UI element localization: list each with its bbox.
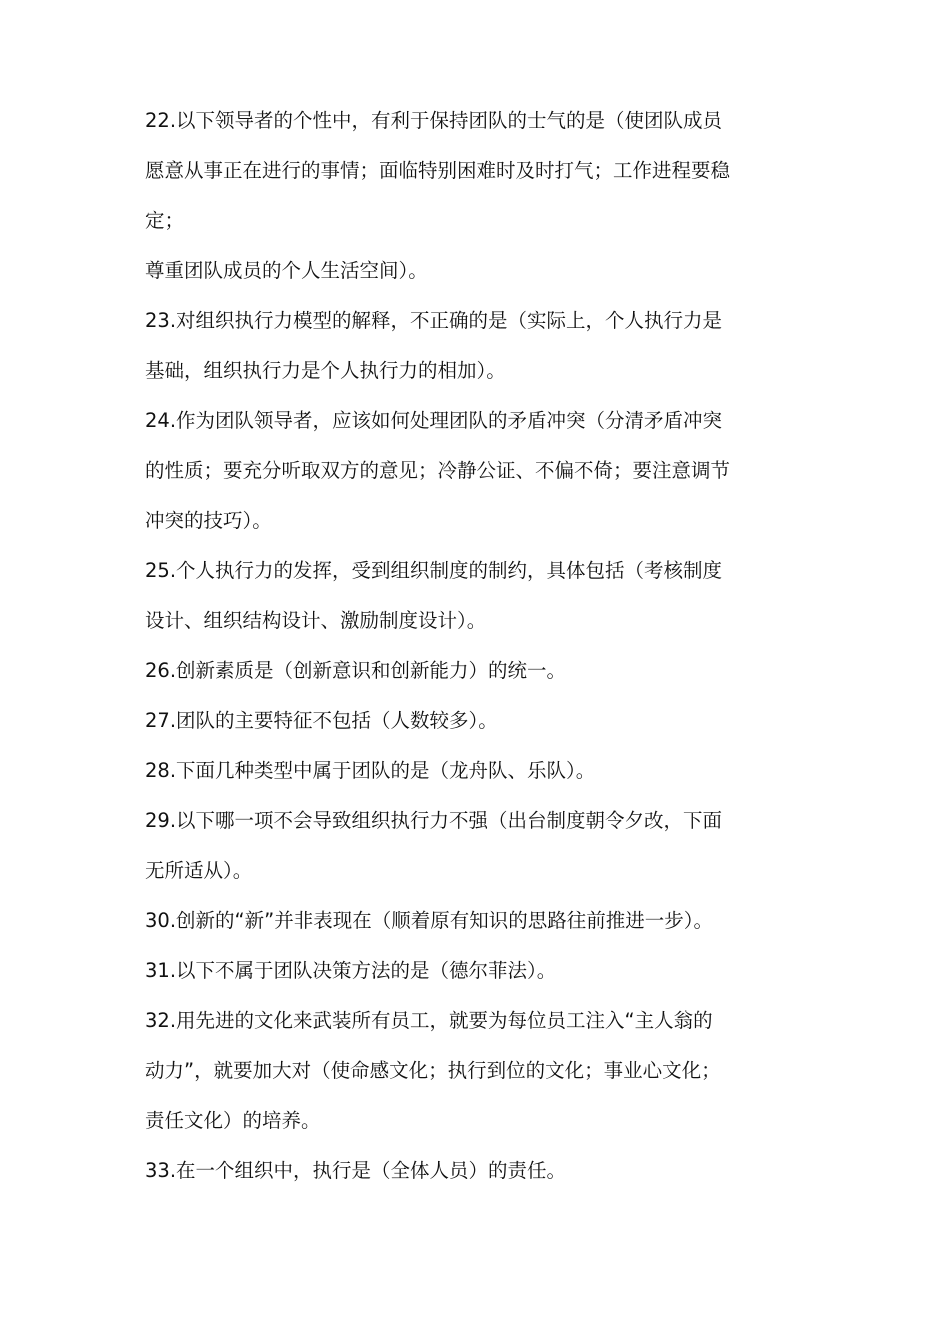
text-line-q22-2: 愿意从事正在进行的事情；面临特别困难时及时打气；工作进程要稳 — [145, 159, 731, 182]
text-line-q29-2: 无所适从）。 — [145, 859, 253, 882]
text-line-q30: 30.创新的“新”并非表现在（顺着原有知识的思路往前推进一步）。 — [145, 909, 713, 932]
text-line-q26: 26.创新素质是（创新意识和创新能力）的统一。 — [145, 659, 567, 682]
text-line-q32-3: 责任文化）的培养。 — [145, 1109, 321, 1132]
text-line-q22-1: 22.以下领导者的个性中，有利于保持团队的士气的是（使团队成员 — [145, 109, 723, 132]
text-line-q23-2: 基础，组织执行力是个人执行力的相加）。 — [145, 359, 506, 382]
text-line-q33: 33.在一个组织中，执行是（全体人员）的责任。 — [145, 1159, 567, 1182]
text-line-q32-1: 32.用先进的文化来武装所有员工，就要为每位员工注入“主人翁的 — [145, 1009, 713, 1032]
text-line-q32-2: 动力”，就要加大对（使命感文化；执行到位的文化；事业心文化； — [145, 1059, 721, 1082]
text-line-q22-3: 定； — [145, 209, 185, 232]
text-line-q28: 28.下面几种类型中属于团队的是（龙舟队、乐队）。 — [145, 759, 596, 782]
text-line-q31: 31.以下不属于团队决策方法的是（德尔菲法）。 — [145, 959, 557, 982]
text-line-q29-1: 29.以下哪一项不会导致组织执行力不强（出台制度朝令夕改，下面 — [145, 809, 723, 832]
text-line-q23-1: 23.对组织执行力模型的解释，不正确的是（实际上，个人执行力是 — [145, 309, 723, 332]
text-line-q24-1: 24.作为团队领导者，应该如何处理团队的矛盾冲突（分清矛盾冲突 — [145, 409, 723, 432]
text-line-q27: 27.团队的主要特征不包括（人数较多）。 — [145, 709, 498, 732]
document-body — [145, 96, 825, 1196]
text-line-q25-2: 设计、组织结构设计、激励制度设计）。 — [145, 609, 487, 632]
text-line-q25-1: 25.个人执行力的发挥，受到组织制度的制约，具体包括（考核制度 — [145, 559, 723, 582]
text-line-q24-2: 的性质；要充分听取双方的意见；冷静公证、不偏不倚；要注意调节 — [145, 459, 731, 482]
text-line-q22-4: 尊重团队成员的个人生活空间）。 — [145, 259, 428, 282]
text-line-q24-3: 冲突的技巧）。 — [145, 509, 272, 532]
